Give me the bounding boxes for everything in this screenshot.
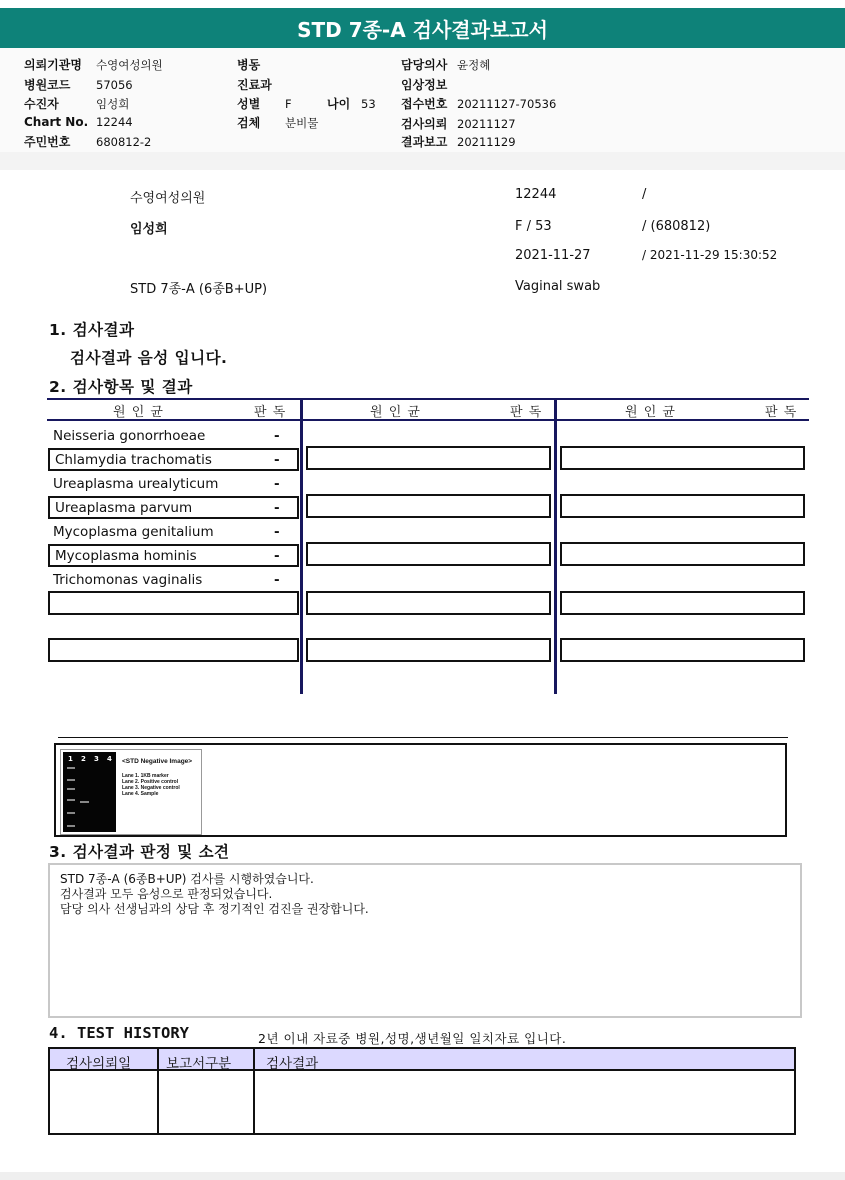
info-sex-age: F / 53 <box>515 219 552 234</box>
pathogen-result: - <box>274 547 280 564</box>
col-pathogen-3: 원 인 균 <box>625 405 676 420</box>
result-row <box>48 568 299 591</box>
comment-box <box>48 863 802 1018</box>
gel-legend-item: Lane 3. Negative control <box>122 785 180 791</box>
gel-band <box>67 788 75 790</box>
history-col-date-label: 검사의뢰일 <box>66 1056 132 1072</box>
pathogen-name: Mycoplasma hominis <box>55 547 197 564</box>
history-table <box>48 1047 796 1135</box>
gel-title: <STD Negative Image> <box>122 758 193 765</box>
patient-field: 수진자 임성희 <box>24 97 130 111</box>
pathogen-result: - <box>274 427 280 444</box>
hospital-code-field: 병원코드 57056 <box>24 78 133 92</box>
gel-band <box>67 825 75 827</box>
result-row <box>48 520 299 543</box>
empty-cell <box>306 494 551 518</box>
gel-legend-item: Lane 1. 1KB marker <box>122 773 169 779</box>
pathogen-name: Chlamydia trachomatis <box>55 451 212 468</box>
chart-no-field: Chart No. 12244 <box>24 115 133 129</box>
gel-legend-item: Lane 4. Sample <box>122 791 159 797</box>
gel-band <box>80 801 89 803</box>
section-1-result: 검사결과 음성 입니다. <box>70 349 228 367</box>
info-chart-no: 12244 <box>515 187 557 202</box>
gel-legend-item: Lane 2. Positive control <box>122 779 179 785</box>
report-title: STD 7종-A 검사결과보고서 <box>0 8 845 48</box>
info-report-datetime: / 2021-11-29 15:30:52 <box>642 248 778 262</box>
ward-field: 병동 <box>237 58 261 72</box>
comment-line: 검사결과 모두 음성으로 판정되었습니다. <box>60 887 273 901</box>
col-result-3: 판 독 <box>765 405 798 420</box>
result-row <box>48 472 299 495</box>
institution-field: 의뢰기관명 수영여성의원 <box>24 58 163 72</box>
gel-band <box>67 812 75 814</box>
specimen-field: 검체 분비물 <box>237 116 319 130</box>
empty-cell <box>48 638 299 662</box>
result-row <box>48 496 299 519</box>
col-result-2: 판 독 <box>510 405 543 420</box>
lane-number: 4 <box>107 755 112 763</box>
col-pathogen-2: 원 인 균 <box>370 405 421 420</box>
result-row <box>48 544 299 567</box>
request-date-field: 검사의뢰 20211127 <box>401 117 516 131</box>
section-1-title: 1. 검사결과 <box>49 321 135 339</box>
footer-band <box>0 1172 845 1180</box>
result-row <box>48 424 299 447</box>
lane-number: 2 <box>81 755 86 763</box>
result-row <box>48 448 299 471</box>
pathogen-result: - <box>274 499 280 516</box>
history-note: 2년 이내 자료중 병원,성명,생년월일 일치자료 입니다. <box>258 1031 567 1046</box>
sex-field: 성별 F <box>237 97 292 111</box>
empty-cell <box>306 446 551 470</box>
empty-cell <box>560 591 805 615</box>
pathogen-result: - <box>274 571 280 588</box>
empty-cell <box>306 591 551 615</box>
resident-no-field: 주민번호 680812-2 <box>24 135 152 149</box>
info-patient: 임성희 <box>130 222 168 237</box>
gel-band <box>67 799 75 801</box>
doctor-field: 담당의사 윤정혜 <box>401 58 491 72</box>
pathogen-result: - <box>274 475 280 492</box>
pathogen-name: Ureaplasma urealyticum <box>53 475 219 492</box>
info-specimen: Vaginal swab <box>515 279 601 294</box>
empty-cell <box>306 638 551 662</box>
info-test-name: STD 7종-A (6종B+UP) <box>130 282 268 297</box>
col-result-1: 판 독 <box>254 405 287 420</box>
empty-cell <box>306 542 551 566</box>
pathogen-name: Ureaplasma parvum <box>55 499 193 516</box>
col-pathogen-1: 원 인 균 <box>113 405 164 420</box>
grid-divider-2 <box>554 398 557 694</box>
gel-electrophoresis <box>63 752 116 832</box>
empty-cell <box>48 591 299 615</box>
receipt-no-field: 접수번호 20211127-70536 <box>401 97 557 111</box>
age-field: 나이 53 <box>327 97 376 111</box>
pathogen-name: Mycoplasma genitalium <box>53 523 214 540</box>
gel-image <box>60 749 202 835</box>
image-divider <box>58 737 788 738</box>
report-date-field: 결과보고 20211129 <box>401 135 516 149</box>
lane-number: 1 <box>68 755 73 763</box>
history-col-type-label: 보고서구분 <box>166 1056 232 1072</box>
clinical-info-field: 임상정보 <box>401 78 448 92</box>
header-separator <box>0 152 845 170</box>
info-birth: / (680812) <box>642 219 711 234</box>
pathogen-name: Trichomonas vaginalis <box>53 571 203 588</box>
grid-divider-1 <box>300 398 303 694</box>
comment-line: 담당 의사 선생님과의 상담 후 정기적인 검진을 권장합니다. <box>60 902 369 916</box>
result-grid <box>47 398 809 694</box>
section-3-title: 3. 검사결과 판정 및 소견 <box>49 843 230 861</box>
empty-cell <box>560 542 805 566</box>
empty-cell <box>560 446 805 470</box>
pathogen-result: - <box>274 451 280 468</box>
info-request-date: 2021-11-27 <box>515 248 591 263</box>
department-field: 진료과 <box>237 78 272 92</box>
grid-top-line <box>47 398 809 400</box>
pathogen-result: - <box>274 523 280 540</box>
empty-cell <box>560 638 805 662</box>
section-2-title: 2. 검사항목 및 결과 <box>49 378 193 396</box>
info-slash: / <box>642 187 647 202</box>
gel-band <box>67 779 75 781</box>
info-institution: 수영여성의원 <box>130 191 206 206</box>
section-4-title: 4. TEST HISTORY <box>49 1024 189 1042</box>
lane-number: 3 <box>94 755 99 763</box>
report-header <box>0 48 845 152</box>
history-col-result-label: 검사결과 <box>266 1056 319 1072</box>
comment-line: STD 7종-A (6종B+UP) 검사를 시행하였습니다. <box>60 872 314 886</box>
empty-cell <box>560 494 805 518</box>
gel-band <box>67 767 75 769</box>
pathogen-name: Neisseria gonorrhoeae <box>53 427 206 444</box>
